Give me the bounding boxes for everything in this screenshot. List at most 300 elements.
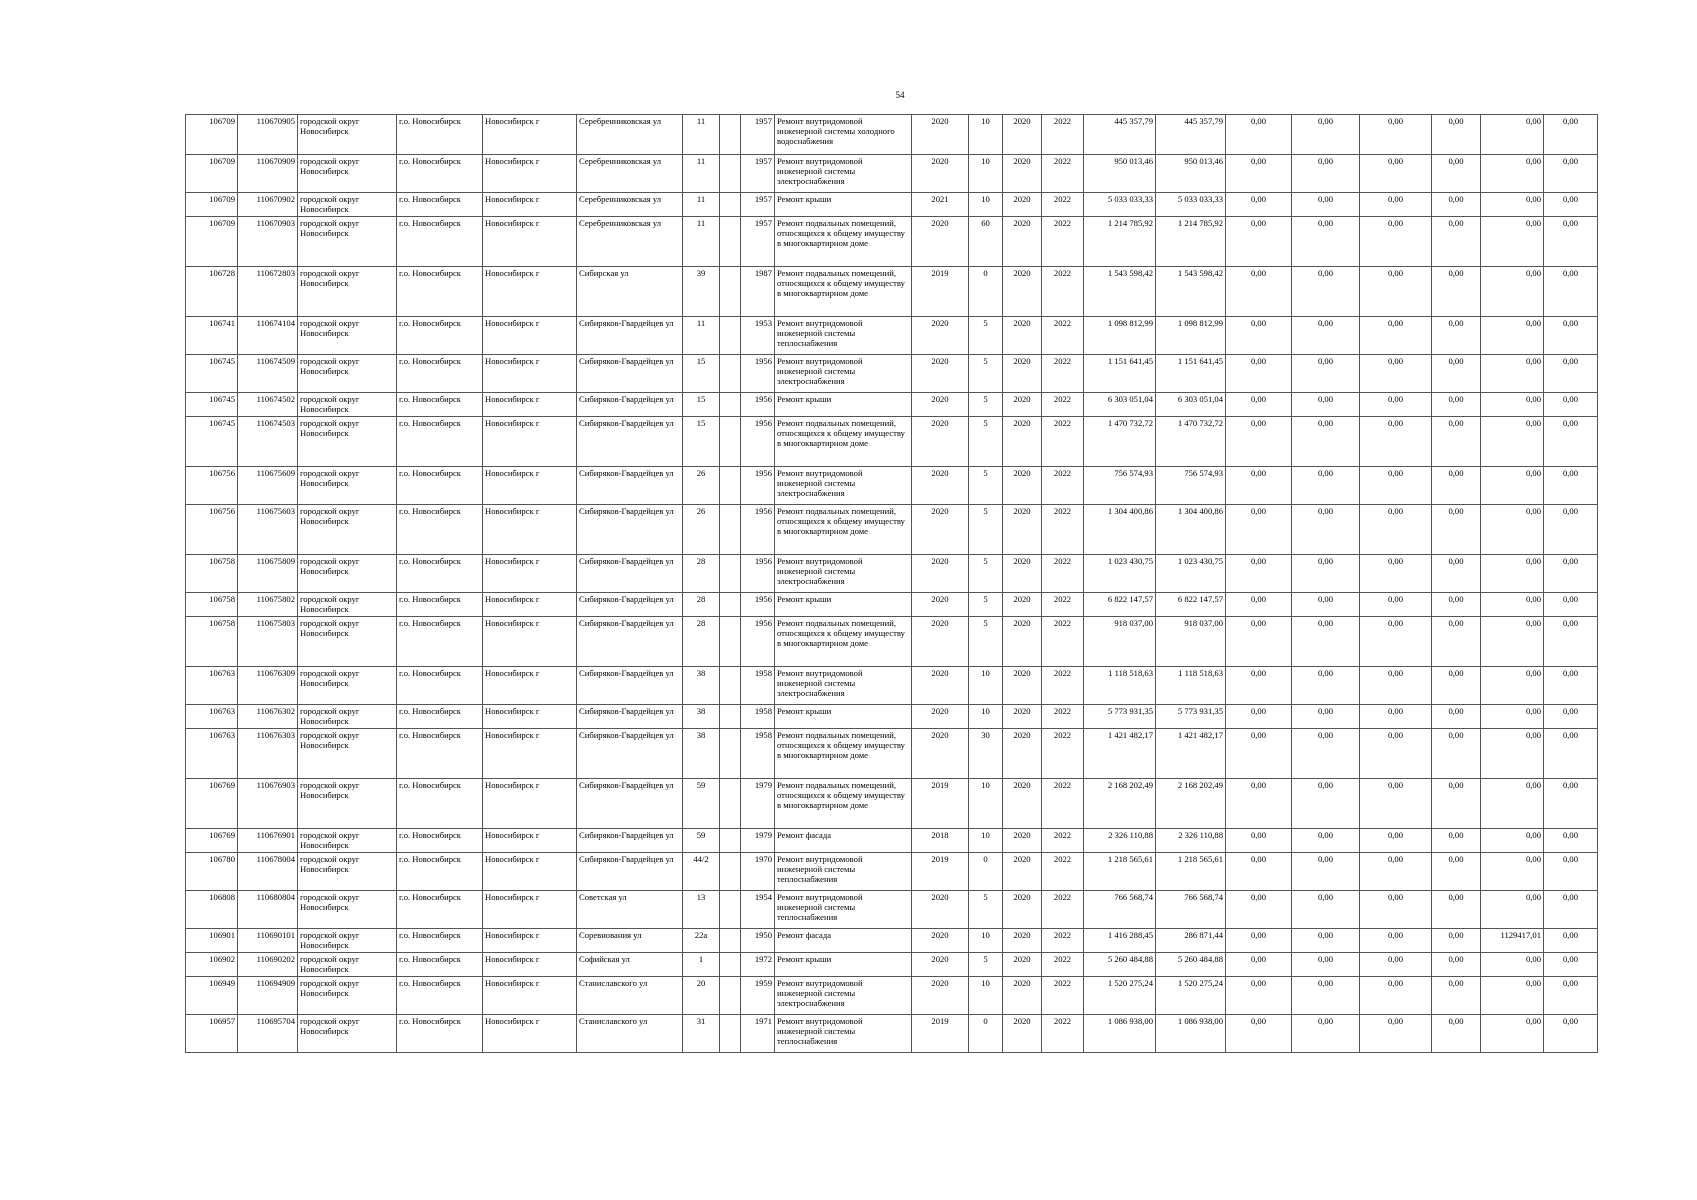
table-cell: 1 304 400,86 xyxy=(1156,505,1226,555)
table-cell: 110676901 xyxy=(238,829,298,853)
table-cell: Ремонт фасада xyxy=(775,829,912,853)
table-cell: Станиславского ул xyxy=(577,977,683,1015)
table-cell: 1 086 938,00 xyxy=(1084,1015,1156,1053)
table-cell: Серебренниковская ул xyxy=(577,193,683,217)
table-cell: Сибиряков-Гвардейцев ул xyxy=(577,705,683,729)
table-cell: Новосибирск г xyxy=(483,417,577,467)
table-cell: 0,00 xyxy=(1360,193,1432,217)
table-cell: 106709 xyxy=(186,155,238,193)
table-cell: 5 xyxy=(969,467,1003,505)
table-cell xyxy=(720,417,741,467)
table-cell: 1 520 275,24 xyxy=(1156,977,1226,1015)
table-cell: 0,00 xyxy=(1432,193,1481,217)
table-cell: 0,00 xyxy=(1544,115,1598,155)
table-cell: 2020 xyxy=(912,155,969,193)
table-cell: 0,00 xyxy=(1432,355,1481,393)
table-cell: городской округ Новосибирск xyxy=(298,217,397,267)
table-cell: Новосибирск г xyxy=(483,393,577,417)
table-cell: 1956 xyxy=(741,393,775,417)
table-cell: 0,00 xyxy=(1432,505,1481,555)
table-cell: 0,00 xyxy=(1226,1015,1292,1053)
table-cell: 2022 xyxy=(1042,115,1084,155)
table-row xyxy=(186,393,1598,417)
table-cell: Соревнования ул xyxy=(577,929,683,953)
table-cell: 6 303 051,04 xyxy=(1156,393,1226,417)
table-cell: городской округ Новосибирск xyxy=(298,193,397,217)
table-cell: 15 xyxy=(683,393,720,417)
table-row xyxy=(186,417,1598,467)
table-cell: Серебренниковская ул xyxy=(577,217,683,267)
table-cell: городской округ Новосибирск xyxy=(298,555,397,593)
table-cell: 0,00 xyxy=(1544,317,1598,355)
table-cell: 0,00 xyxy=(1481,953,1544,977)
table-cell: 0,00 xyxy=(1481,155,1544,193)
table-cell: 1 086 938,00 xyxy=(1156,1015,1226,1053)
table-cell xyxy=(720,667,741,705)
table-cell: 2021 xyxy=(912,193,969,217)
table-cell: 1954 xyxy=(741,891,775,929)
table-cell: 110676303 xyxy=(238,729,298,779)
table-cell: 0,00 xyxy=(1292,555,1360,593)
table-cell: 1 218 565,61 xyxy=(1084,853,1156,891)
table-cell: 22а xyxy=(683,929,720,953)
table-cell xyxy=(720,779,741,829)
table-cell: 110690101 xyxy=(238,929,298,953)
table-cell: 0,00 xyxy=(1544,193,1598,217)
table-cell: 6 303 051,04 xyxy=(1084,393,1156,417)
table-cell: 0,00 xyxy=(1544,617,1598,667)
table-cell: 2022 xyxy=(1042,505,1084,555)
table-cell: 110676309 xyxy=(238,667,298,705)
table-cell: Новосибирск г xyxy=(483,705,577,729)
table-cell: Ремонт внутридомовой инженерной системы электроснабжения xyxy=(775,155,912,193)
table-cell: 0,00 xyxy=(1360,729,1432,779)
table-row xyxy=(186,217,1598,267)
table-cell: 2022 xyxy=(1042,267,1084,317)
table-cell: Сибирская ул xyxy=(577,267,683,317)
table-cell: 110670902 xyxy=(238,193,298,217)
table-cell: 918 037,00 xyxy=(1156,617,1226,667)
table-cell: 0,00 xyxy=(1226,115,1292,155)
table-cell: 1 151 641,45 xyxy=(1156,355,1226,393)
table-cell: Ремонт крыши xyxy=(775,393,912,417)
table-cell: 5 033 033,33 xyxy=(1156,193,1226,217)
table-cell: Новосибирск г xyxy=(483,355,577,393)
table-cell: 0,00 xyxy=(1292,155,1360,193)
table-cell: 0,00 xyxy=(1226,555,1292,593)
table-cell: 106709 xyxy=(186,193,238,217)
table-cell: 0,00 xyxy=(1292,467,1360,505)
table-cell: 2020 xyxy=(1003,417,1042,467)
table-cell xyxy=(720,317,741,355)
table-cell xyxy=(720,891,741,929)
table-cell: 2020 xyxy=(912,729,969,779)
table-cell: 0,00 xyxy=(1226,467,1292,505)
table-cell: 106780 xyxy=(186,853,238,891)
table-cell: 0,00 xyxy=(1481,467,1544,505)
table-cell: 15 xyxy=(683,355,720,393)
table-cell: 756 574,93 xyxy=(1084,467,1156,505)
table-cell: 0,00 xyxy=(1544,929,1598,953)
table-cell: 2019 xyxy=(912,267,969,317)
table-row xyxy=(186,355,1598,393)
table-cell: 2020 xyxy=(1003,593,1042,617)
table-cell: городской округ Новосибирск xyxy=(298,853,397,891)
table-cell: 2022 xyxy=(1042,705,1084,729)
table-cell: Сибиряков-Гвардейцев ул xyxy=(577,829,683,853)
table-cell: 0,00 xyxy=(1360,953,1432,977)
table-cell: 2020 xyxy=(1003,853,1042,891)
table-cell: 2020 xyxy=(912,929,969,953)
table-row xyxy=(186,977,1598,1015)
table-cell: 0,00 xyxy=(1226,779,1292,829)
table-cell: 5 xyxy=(969,617,1003,667)
table-cell: 0,00 xyxy=(1226,977,1292,1015)
table-cell: 0,00 xyxy=(1544,977,1598,1015)
table-cell: г.о. Новосибирск xyxy=(397,267,483,317)
table-cell: Новосибирск г xyxy=(483,593,577,617)
table-cell: 110680804 xyxy=(238,891,298,929)
table-cell xyxy=(720,1015,741,1053)
table-cell: Ремонт крыши xyxy=(775,193,912,217)
table-cell: Ремонт крыши xyxy=(775,953,912,977)
table-cell: 2020 xyxy=(912,555,969,593)
table-cell: 1 214 785,92 xyxy=(1156,217,1226,267)
table-cell: 1956 xyxy=(741,467,775,505)
table-cell: 1 023 430,75 xyxy=(1156,555,1226,593)
table-row xyxy=(186,705,1598,729)
table-cell: 110678004 xyxy=(238,853,298,891)
table-cell: 5 773 931,35 xyxy=(1084,705,1156,729)
table-cell: 2020 xyxy=(1003,705,1042,729)
table-cell: г.о. Новосибирск xyxy=(397,779,483,829)
table-cell: 2020 xyxy=(912,977,969,1015)
table-cell: 5 260 484,88 xyxy=(1084,953,1156,977)
table-cell: 1956 xyxy=(741,593,775,617)
table-cell: г.о. Новосибирск xyxy=(397,193,483,217)
table-cell: 2020 xyxy=(912,355,969,393)
table-cell: 0,00 xyxy=(1360,829,1432,853)
table-cell: Новосибирск г xyxy=(483,467,577,505)
table-cell: 110670909 xyxy=(238,155,298,193)
table-cell: Сибиряков-Гвардейцев ул xyxy=(577,779,683,829)
table-cell: 106769 xyxy=(186,779,238,829)
table-cell: 2020 xyxy=(1003,617,1042,667)
table-cell: 1 118 518,63 xyxy=(1084,667,1156,705)
table-cell: 0,00 xyxy=(1292,853,1360,891)
table-cell: 26 xyxy=(683,505,720,555)
table-cell: 0,00 xyxy=(1292,115,1360,155)
table-cell: 0,00 xyxy=(1360,667,1432,705)
table-cell: 0,00 xyxy=(1360,217,1432,267)
table-cell: Ремонт внутридомовой инженерной системы электроснабжения xyxy=(775,977,912,1015)
table-cell: Сибиряков-Гвардейцев ул xyxy=(577,317,683,355)
table-cell: 0,00 xyxy=(1481,853,1544,891)
table-cell: 0,00 xyxy=(1360,155,1432,193)
table-cell: 59 xyxy=(683,779,720,829)
table-cell: 0,00 xyxy=(1544,555,1598,593)
table-cell: 0,00 xyxy=(1360,393,1432,417)
table-cell: 2020 xyxy=(1003,505,1042,555)
table-cell: 0,00 xyxy=(1360,505,1432,555)
table-cell: 0,00 xyxy=(1432,617,1481,667)
table-cell: 2020 xyxy=(1003,317,1042,355)
table-cell: 0,00 xyxy=(1544,417,1598,467)
table-cell: 2020 xyxy=(912,617,969,667)
page-number: 54 xyxy=(895,90,905,100)
table-cell: городской округ Новосибирск xyxy=(298,617,397,667)
table-cell: 10 xyxy=(969,155,1003,193)
table-cell: 0,00 xyxy=(1360,355,1432,393)
table-cell: 0,00 xyxy=(1432,267,1481,317)
table-cell: 0,00 xyxy=(1226,953,1292,977)
table-cell: Новосибирск г xyxy=(483,193,577,217)
table-cell: 0,00 xyxy=(1226,193,1292,217)
table-cell: 0,00 xyxy=(1360,977,1432,1015)
table-cell: г.о. Новосибирск xyxy=(397,393,483,417)
table-cell: городской округ Новосибирск xyxy=(298,667,397,705)
table-cell: Сибиряков-Гвардейцев ул xyxy=(577,729,683,779)
table-cell: 2019 xyxy=(912,853,969,891)
table-cell: Ремонт внутридомовой инженерной системы теплоснабжения xyxy=(775,853,912,891)
table-cell: 28 xyxy=(683,617,720,667)
table-cell: Ремонт подвальных помещений, относящихся к общему имуществу в многоквартирном доме xyxy=(775,417,912,467)
table-row xyxy=(186,953,1598,977)
table-row xyxy=(186,115,1598,155)
table-cell: Ремонт подвальных помещений, относящихся к общему имуществу в многоквартирном доме xyxy=(775,267,912,317)
table-cell: 0,00 xyxy=(1481,267,1544,317)
table-cell: 0,00 xyxy=(1226,217,1292,267)
table-cell: 0,00 xyxy=(1544,393,1598,417)
table-cell: 5 773 931,35 xyxy=(1156,705,1226,729)
table-cell: 0,00 xyxy=(1481,667,1544,705)
table-cell: 0,00 xyxy=(1481,555,1544,593)
table-cell: 2020 xyxy=(1003,667,1042,705)
table-cell: 2020 xyxy=(1003,1015,1042,1053)
table-cell: 445 357,79 xyxy=(1084,115,1156,155)
table-cell: 0,00 xyxy=(1432,593,1481,617)
table-cell: 110675802 xyxy=(238,593,298,617)
table-cell: 0,00 xyxy=(1292,593,1360,617)
table-cell: 0,00 xyxy=(1292,977,1360,1015)
table-cell: 0,00 xyxy=(1360,317,1432,355)
table-cell: Ремонт подвальных помещений, относящихся к общему имуществу в многоквартирном доме xyxy=(775,217,912,267)
table-cell: Ремонт внутридомовой инженерной системы электроснабжения xyxy=(775,555,912,593)
table-cell: Советская ул xyxy=(577,891,683,929)
table-row xyxy=(186,779,1598,829)
table-cell: 106901 xyxy=(186,929,238,953)
table-cell: 2020 xyxy=(1003,891,1042,929)
table-cell: 110674502 xyxy=(238,393,298,417)
table-cell: 2022 xyxy=(1042,155,1084,193)
table-cell: 5 xyxy=(969,891,1003,929)
table-cell: 2020 xyxy=(1003,555,1042,593)
table-cell: Сибиряков-Гвардейцев ул xyxy=(577,355,683,393)
table-cell: 0,00 xyxy=(1226,667,1292,705)
table-cell: 286 871,44 xyxy=(1156,929,1226,953)
table-cell: 11 xyxy=(683,155,720,193)
table-cell: 0,00 xyxy=(1292,929,1360,953)
table-cell: 5 xyxy=(969,317,1003,355)
table-cell: г.о. Новосибирск xyxy=(397,355,483,393)
table-cell: 2020 xyxy=(912,393,969,417)
table-cell: 106763 xyxy=(186,705,238,729)
table-cell: 0 xyxy=(969,1015,1003,1053)
table-cell: Ремонт внутридомовой инженерной системы теплоснабжения xyxy=(775,891,912,929)
table-cell: 0,00 xyxy=(1292,505,1360,555)
table-cell: 1956 xyxy=(741,417,775,467)
table-cell: 106745 xyxy=(186,355,238,393)
table-cell: 0,00 xyxy=(1226,729,1292,779)
table-cell: 445 357,79 xyxy=(1156,115,1226,155)
table-cell: Ремонт подвальных помещений, относящихся к общему имуществу в многоквартирном доме xyxy=(775,505,912,555)
table-cell: Ремонт подвальных помещений, относящихся к общему имуществу в многоквартирном доме xyxy=(775,729,912,779)
table-cell: городской округ Новосибирск xyxy=(298,929,397,953)
table-cell: 110675809 xyxy=(238,555,298,593)
table-cell: 44/2 xyxy=(683,853,720,891)
table-cell: 1953 xyxy=(741,317,775,355)
table-cell: 5 xyxy=(969,393,1003,417)
table-cell: 28 xyxy=(683,593,720,617)
table-cell: 2020 xyxy=(912,217,969,267)
table-cell: 106756 xyxy=(186,467,238,505)
table-row xyxy=(186,467,1598,505)
table-body xyxy=(186,115,1598,1053)
table-cell: 2020 xyxy=(912,317,969,355)
table-cell: 1 470 732,72 xyxy=(1156,417,1226,467)
table-cell: 2020 xyxy=(1003,193,1042,217)
table-cell: 1 543 598,42 xyxy=(1156,267,1226,317)
table-cell: 1972 xyxy=(741,953,775,977)
table-cell: 0,00 xyxy=(1292,891,1360,929)
table-cell: 2022 xyxy=(1042,193,1084,217)
table-cell: 2022 xyxy=(1042,1015,1084,1053)
table-cell: 2020 xyxy=(912,505,969,555)
table-cell: Новосибирск г xyxy=(483,977,577,1015)
table-cell: 0,00 xyxy=(1226,505,1292,555)
table-cell: 0,00 xyxy=(1432,853,1481,891)
table-cell: 0,00 xyxy=(1432,977,1481,1015)
table-cell: 31 xyxy=(683,1015,720,1053)
table-cell: 2020 xyxy=(1003,829,1042,853)
table-cell: Ремонт подвальных помещений, относящихся к общему имуществу в многоквартирном доме xyxy=(775,617,912,667)
table-cell: 2 326 110,88 xyxy=(1156,829,1226,853)
table-cell xyxy=(720,977,741,1015)
table-cell: 39 xyxy=(683,267,720,317)
table-cell: 0,00 xyxy=(1544,593,1598,617)
table-cell: 2022 xyxy=(1042,555,1084,593)
table-cell: Новосибирск г xyxy=(483,267,577,317)
table-cell: 0,00 xyxy=(1226,853,1292,891)
table-cell: 2020 xyxy=(912,593,969,617)
table-cell: 0,00 xyxy=(1432,115,1481,155)
table-cell: 6 822 147,57 xyxy=(1084,593,1156,617)
table-cell: 106763 xyxy=(186,729,238,779)
table-cell: г.о. Новосибирск xyxy=(397,155,483,193)
table-cell: 1 098 812,99 xyxy=(1156,317,1226,355)
table-cell xyxy=(720,953,741,977)
table-cell: 0,00 xyxy=(1226,155,1292,193)
table-cell: 0,00 xyxy=(1544,217,1598,267)
table-cell: 106769 xyxy=(186,829,238,853)
table-cell: 2022 xyxy=(1042,779,1084,829)
table-cell: 0,00 xyxy=(1360,705,1432,729)
table-row xyxy=(186,593,1598,617)
table-cell: 0,00 xyxy=(1481,593,1544,617)
table-cell: 2020 xyxy=(1003,155,1042,193)
table-cell: 1 218 565,61 xyxy=(1156,853,1226,891)
table-cell: Серебренниковская ул xyxy=(577,115,683,155)
table-cell: 0 xyxy=(969,853,1003,891)
table-cell: Новосибирск г xyxy=(483,953,577,977)
table-cell: городской округ Новосибирск xyxy=(298,267,397,317)
table-cell: 1956 xyxy=(741,555,775,593)
table-cell: 0,00 xyxy=(1481,505,1544,555)
table-cell: 106756 xyxy=(186,505,238,555)
table-row xyxy=(186,729,1598,779)
table-row xyxy=(186,617,1598,667)
table-cell: городской округ Новосибирск xyxy=(298,891,397,929)
table-cell: 110675609 xyxy=(238,467,298,505)
table-cell xyxy=(720,193,741,217)
table-cell: 2022 xyxy=(1042,355,1084,393)
table-cell: 10 xyxy=(969,929,1003,953)
table-cell: 0,00 xyxy=(1292,667,1360,705)
table-cell: 2022 xyxy=(1042,829,1084,853)
table-cell: Серебренниковская ул xyxy=(577,155,683,193)
table-cell: 2020 xyxy=(912,667,969,705)
table-cell: 1957 xyxy=(741,193,775,217)
table-cell: городской округ Новосибирск xyxy=(298,829,397,853)
table-cell: 0,00 xyxy=(1481,891,1544,929)
table-cell: 2020 xyxy=(912,417,969,467)
table-cell: 0,00 xyxy=(1481,355,1544,393)
table-cell: 0,00 xyxy=(1481,829,1544,853)
table-cell: 26 xyxy=(683,467,720,505)
table-cell: 106949 xyxy=(186,977,238,1015)
table-cell: 950 013,46 xyxy=(1084,155,1156,193)
table-cell: 2020 xyxy=(912,115,969,155)
table-cell: Ремонт внутридомовой инженерной системы электроснабжения xyxy=(775,355,912,393)
table-cell: г.о. Новосибирск xyxy=(397,853,483,891)
table-cell: г.о. Новосибирск xyxy=(397,953,483,977)
table-cell: Софийская ул xyxy=(577,953,683,977)
table-cell xyxy=(720,929,741,953)
table-cell: 1958 xyxy=(741,667,775,705)
table-cell: 0,00 xyxy=(1481,417,1544,467)
table-cell xyxy=(720,217,741,267)
table-cell: 0,00 xyxy=(1360,115,1432,155)
table-cell xyxy=(720,705,741,729)
table-cell: 0,00 xyxy=(1432,729,1481,779)
table-cell: городской округ Новосибирск xyxy=(298,953,397,977)
table-cell: 106758 xyxy=(186,617,238,667)
table-cell: 60 xyxy=(969,217,1003,267)
table-cell: 1950 xyxy=(741,929,775,953)
table-cell: 0,00 xyxy=(1432,891,1481,929)
table-cell: 1 543 598,42 xyxy=(1084,267,1156,317)
table-cell: 0,00 xyxy=(1226,417,1292,467)
table-cell: городской округ Новосибирск xyxy=(298,1015,397,1053)
table-cell: 2022 xyxy=(1042,853,1084,891)
table-cell: 0,00 xyxy=(1360,593,1432,617)
table-cell: 0,00 xyxy=(1226,355,1292,393)
table-cell: 28 xyxy=(683,555,720,593)
table-row xyxy=(186,853,1598,891)
table-cell: 10 xyxy=(969,193,1003,217)
table-cell: Новосибирск г xyxy=(483,217,577,267)
table-row xyxy=(186,267,1598,317)
